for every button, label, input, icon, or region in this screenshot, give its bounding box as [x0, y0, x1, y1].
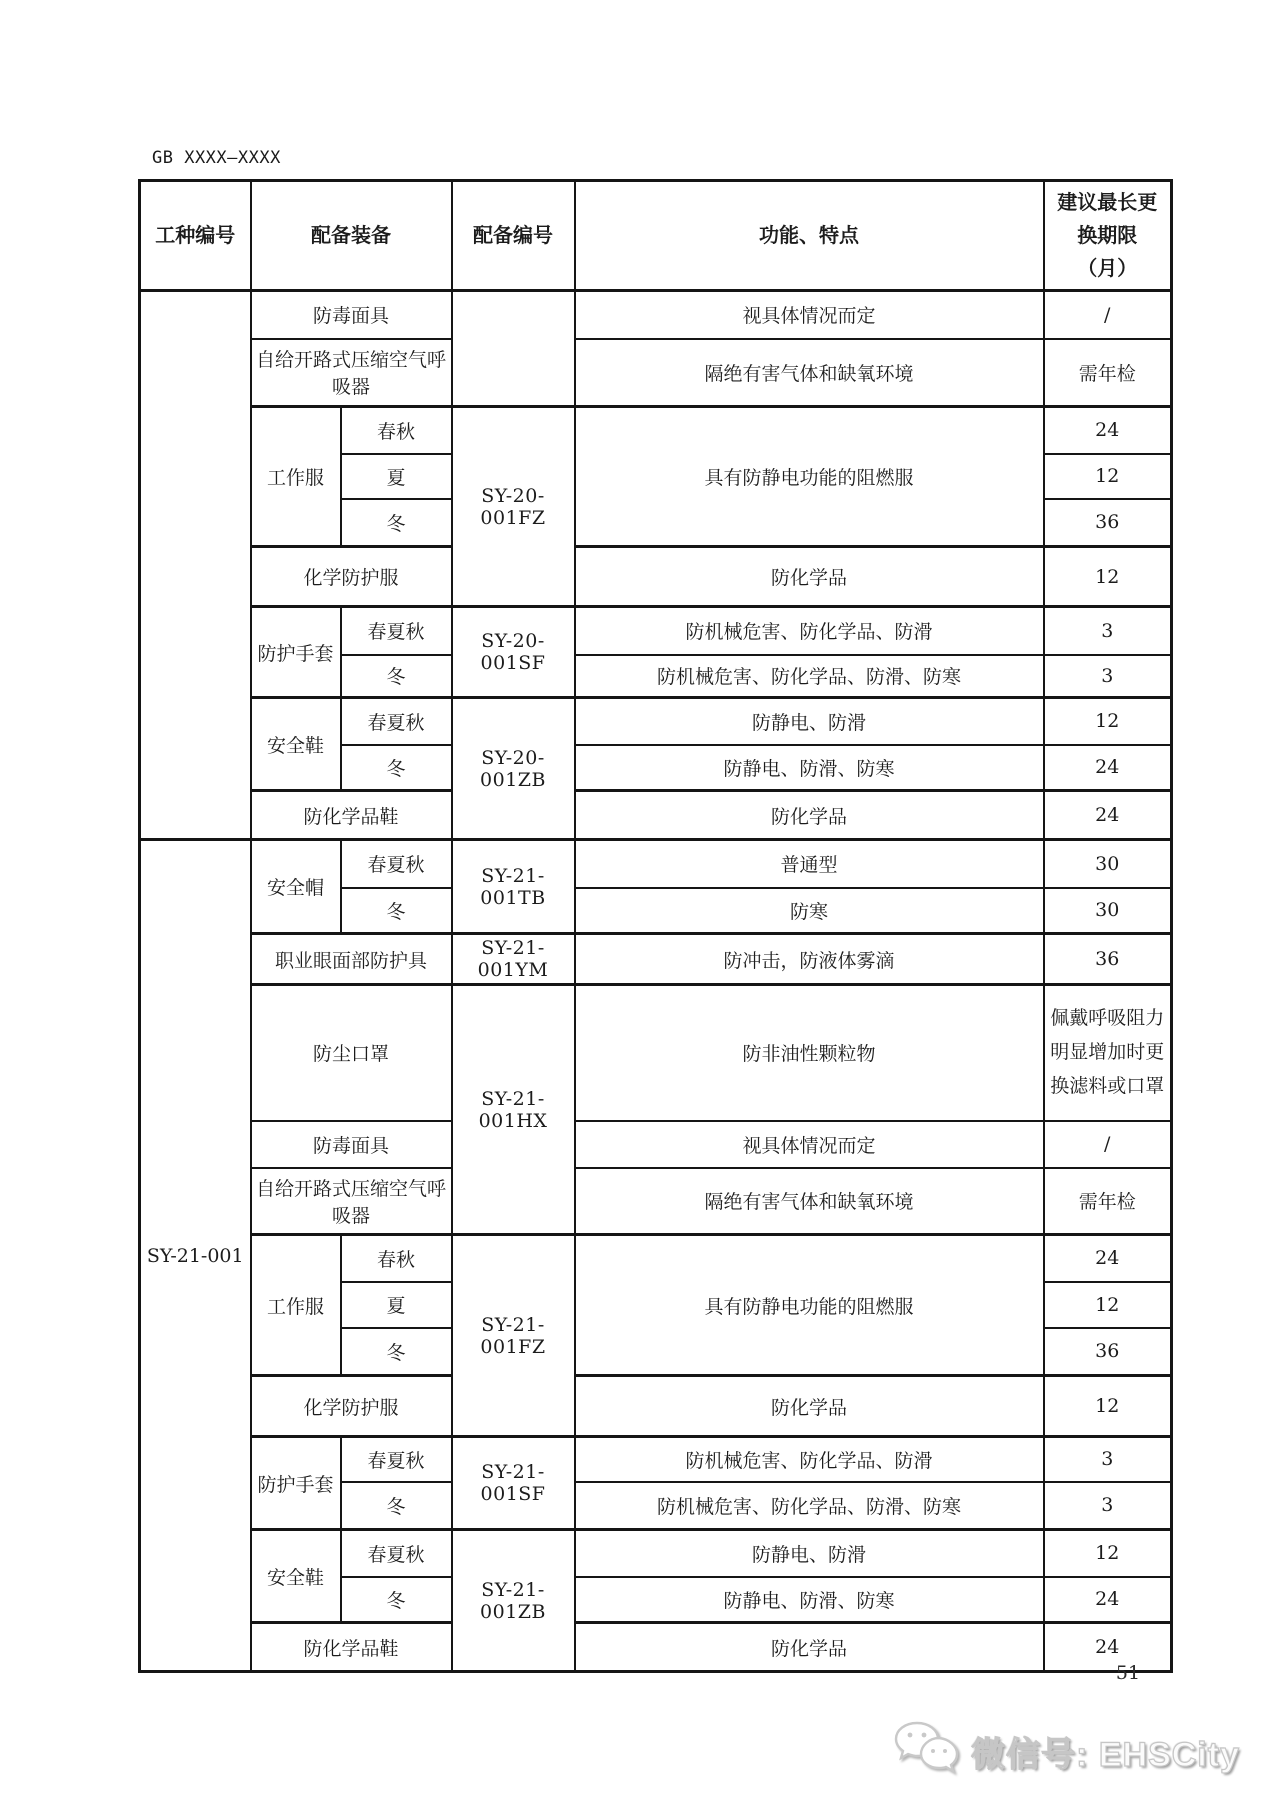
season-cell: 冬: [341, 655, 452, 698]
function-cell: 防化学品: [575, 1376, 1044, 1437]
season-cell: 夏: [341, 454, 452, 499]
section-sy-21-001: [140, 840, 1172, 1672]
period-cell: 24: [1044, 407, 1172, 454]
code-cell: SY-21-001FZ: [452, 1235, 575, 1437]
code-cell: SY-20-001SF: [452, 607, 575, 698]
table-row: [140, 934, 1172, 985]
function-cell: 普通型: [575, 840, 1044, 888]
equipment-cell: 职业眼面部防护具: [251, 934, 452, 985]
standard-number: GB XXXX—XXXX: [152, 148, 281, 168]
table-header-row: [140, 181, 1172, 291]
equipment-cell: 自给开路式压缩空气呼吸器: [251, 1168, 452, 1235]
job-code-cell: [140, 291, 251, 840]
table-row: [140, 1530, 1172, 1577]
period-cell: 30: [1044, 840, 1172, 888]
table-row: [140, 840, 1172, 888]
table-row: [140, 607, 1172, 655]
code-cell: SY-20-001FZ: [452, 407, 575, 607]
period-cell: 12: [1044, 547, 1172, 607]
period-cell: 12: [1044, 1282, 1172, 1328]
season-cell: 冬: [341, 1577, 452, 1623]
period-cell: 30: [1044, 888, 1172, 934]
ppe-table: [138, 179, 1173, 1673]
code-cell: SY-21-001TB: [452, 840, 575, 934]
code-cell: SY-20-001ZB: [452, 698, 575, 840]
equipment-name-cell: 防护手套: [251, 1437, 341, 1530]
function-cell: 防静电、防滑: [575, 698, 1044, 745]
table-row: [140, 339, 1172, 407]
function-cell: 防化学品: [575, 791, 1044, 840]
equipment-name-cell: 安全鞋: [251, 1530, 341, 1623]
header-job-code: 工种编号: [140, 181, 251, 291]
table-row: [140, 291, 1172, 339]
function-cell: 防机械危害、防化学品、防滑: [575, 1437, 1044, 1482]
equipment-name-cell: 防护手套: [251, 607, 341, 698]
season-cell: 春夏秋: [341, 1437, 452, 1482]
period-cell: 24: [1044, 791, 1172, 840]
function-cell: 防机械危害、防化学品、防滑、防寒: [575, 1482, 1044, 1530]
season-cell: 冬: [341, 1328, 452, 1376]
period-cell: 12: [1044, 454, 1172, 499]
table-row: [140, 407, 1172, 454]
table-row: [140, 698, 1172, 745]
equipment-name-cell: 工作服: [251, 1235, 341, 1376]
period-cell: 36: [1044, 934, 1172, 985]
table-row: [140, 1623, 1172, 1672]
equipment-name-cell: 安全鞋: [251, 698, 341, 791]
period-cell: 24: [1044, 1623, 1172, 1672]
season-cell: 春夏秋: [341, 698, 452, 745]
table-row: [140, 1168, 1172, 1235]
function-cell: 具有防静电功能的阻燃服: [575, 1235, 1044, 1376]
period-cell: 36: [1044, 499, 1172, 547]
season-cell: 春秋: [341, 1235, 452, 1282]
section-sy-20-001: [140, 291, 1172, 840]
equipment-cell: 自给开路式压缩空气呼吸器: [251, 339, 452, 407]
function-cell: 防化学品: [575, 1623, 1044, 1672]
equipment-cell: 防化学品鞋: [251, 1623, 452, 1672]
equipment-cell: 防化学品鞋: [251, 791, 452, 840]
season-cell: 冬: [341, 888, 452, 934]
equipment-cell: 化学防护服: [251, 547, 452, 607]
equipment-cell: 防毒面具: [251, 1121, 452, 1168]
code-cell: SY-21-001ZB: [452, 1530, 575, 1672]
code-cell: SY-21-001SF: [452, 1437, 575, 1530]
code-cell: SY-21-001HX: [452, 985, 575, 1235]
function-cell: 防寒: [575, 888, 1044, 934]
equipment-cell: 防尘口罩: [251, 985, 452, 1121]
period-cell: 3: [1044, 607, 1172, 655]
function-cell: 防化学品: [575, 547, 1044, 607]
wechat-icon: [891, 1720, 961, 1782]
period-cell: 3: [1044, 655, 1172, 698]
function-cell: 视具体情况而定: [575, 1121, 1044, 1168]
equipment-name-cell: 工作服: [251, 407, 341, 547]
period-cell: 12: [1044, 1530, 1172, 1577]
function-cell: 防静电、防滑、防寒: [575, 745, 1044, 791]
season-cell: 春夏秋: [341, 840, 452, 888]
header-period: 建议最长更换期限（月）: [1044, 181, 1172, 291]
function-cell: 防冲击，防液体雾滴: [575, 934, 1044, 985]
wechat-watermark: [891, 1720, 1240, 1782]
period-cell: /: [1044, 291, 1172, 339]
period-cell: 需年检: [1044, 339, 1172, 407]
function-cell: 防静电、防滑、防寒: [575, 1577, 1044, 1623]
header-equip-code: 配备编号: [452, 181, 575, 291]
function-cell: 防机械危害、防化学品、防滑、防寒: [575, 655, 1044, 698]
equipment-cell: 化学防护服: [251, 1376, 452, 1437]
season-cell: 冬: [341, 499, 452, 547]
season-cell: 夏: [341, 1282, 452, 1328]
period-cell: 24: [1044, 1577, 1172, 1623]
function-cell: 隔绝有害气体和缺氧环境: [575, 339, 1044, 407]
season-cell: 冬: [341, 745, 452, 791]
function-cell: 视具体情况而定: [575, 291, 1044, 339]
function-cell: 防机械危害、防化学品、防滑: [575, 607, 1044, 655]
season-cell: 春秋: [341, 407, 452, 454]
period-cell: 36: [1044, 1328, 1172, 1376]
period-cell: 佩戴呼吸阻力明显增加时更换滤料或口罩: [1044, 985, 1172, 1121]
job-code-cell: SY-21-001: [140, 840, 251, 1672]
period-cell: 12: [1044, 698, 1172, 745]
function-cell: 具有防静电功能的阻燃服: [575, 407, 1044, 547]
header-equipment: 配备装备: [251, 181, 452, 291]
period-cell: 12: [1044, 1376, 1172, 1437]
equipment-cell: 防毒面具: [251, 291, 452, 339]
table-row: [140, 985, 1172, 1121]
table-row: [140, 1235, 1172, 1282]
code-cell: [452, 291, 575, 407]
season-cell: 春夏秋: [341, 607, 452, 655]
function-cell: 防静电、防滑: [575, 1530, 1044, 1577]
period-cell: 24: [1044, 1235, 1172, 1282]
page-number: 51: [1115, 1662, 1141, 1684]
watermark-text: 微信号: EHSCity: [971, 1735, 1240, 1774]
function-cell: 隔绝有害气体和缺氧环境: [575, 1168, 1044, 1235]
table-row: [140, 791, 1172, 840]
period-cell: 3: [1044, 1482, 1172, 1530]
season-cell: 春夏秋: [341, 1530, 452, 1577]
period-cell: /: [1044, 1121, 1172, 1168]
period-cell: 3: [1044, 1437, 1172, 1482]
table-row: [140, 1437, 1172, 1482]
table-row: [140, 1376, 1172, 1437]
period-cell: 需年检: [1044, 1168, 1172, 1235]
season-cell: 冬: [341, 1482, 452, 1530]
header-function: 功能、特点: [575, 181, 1044, 291]
code-cell: SY-21-001YM: [452, 934, 575, 985]
table-row: [140, 1121, 1172, 1168]
period-cell: 24: [1044, 745, 1172, 791]
equipment-name-cell: 安全帽: [251, 840, 341, 934]
function-cell: 防非油性颗粒物: [575, 985, 1044, 1121]
table-row: [140, 547, 1172, 607]
